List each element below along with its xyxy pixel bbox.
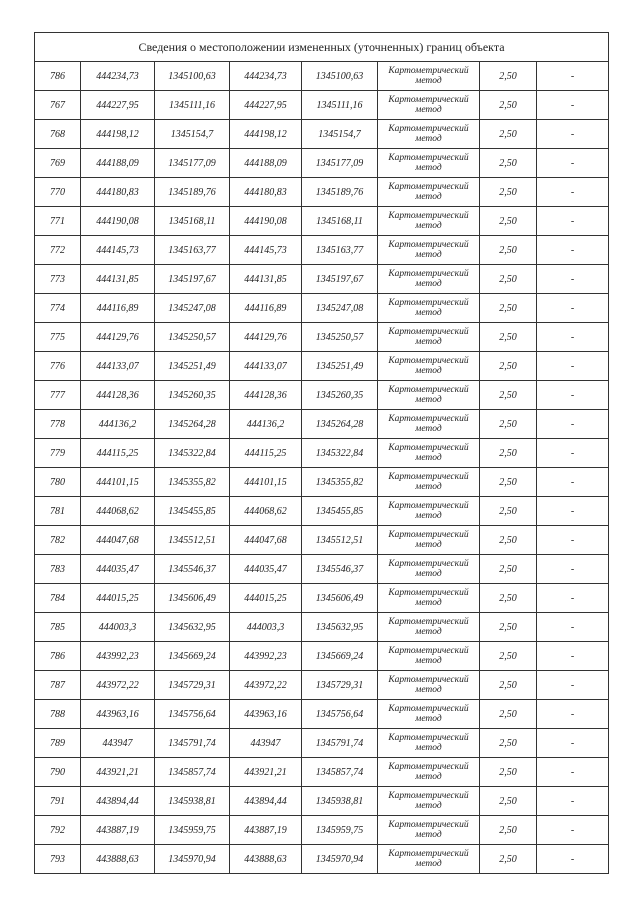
cell-method: Картометрический метод — [378, 62, 480, 91]
cell-y-new: 1345857,74 — [302, 758, 378, 787]
cell-x-new: 444116,89 — [230, 294, 302, 323]
cell-accuracy: 2,50 — [480, 468, 537, 497]
cell-description: - — [537, 439, 609, 468]
table-row — [35, 236, 609, 265]
cell-accuracy: 2,50 — [480, 729, 537, 758]
table-row — [35, 787, 609, 816]
cell-method: Картометрический метод — [378, 584, 480, 613]
cell-accuracy: 2,50 — [480, 787, 537, 816]
cell-y-new: 1345260,35 — [302, 381, 378, 410]
table-row — [35, 265, 609, 294]
cell-accuracy: 2,50 — [480, 758, 537, 787]
cell-accuracy: 2,50 — [480, 178, 537, 207]
cell-y-old: 1345168,11 — [155, 207, 230, 236]
table-row — [35, 497, 609, 526]
cell-y-new: 1345791,74 — [302, 729, 378, 758]
cell-description: - — [537, 613, 609, 642]
cell-y-old: 1345264,28 — [155, 410, 230, 439]
cell-y-old: 1345455,85 — [155, 497, 230, 526]
cell-description: - — [537, 758, 609, 787]
cell-method: Картометрический метод — [378, 816, 480, 845]
document-sheet — [34, 32, 608, 874]
table-row — [35, 526, 609, 555]
cell-x-new: 444015,25 — [230, 584, 302, 613]
cell-y-new: 1345970,94 — [302, 845, 378, 874]
cell-y-old: 1345791,74 — [155, 729, 230, 758]
cell-y-old: 1345189,76 — [155, 178, 230, 207]
cell-x-new: 443963,16 — [230, 700, 302, 729]
cell-accuracy: 2,50 — [480, 62, 537, 91]
cell-x-old: 443992,23 — [81, 642, 155, 671]
cell-point-number: 787 — [35, 671, 81, 700]
cell-y-new: 1345197,67 — [302, 265, 378, 294]
cell-description: - — [537, 178, 609, 207]
cell-method: Картометрический метод — [378, 555, 480, 584]
table-row — [35, 845, 609, 874]
cell-method: Картометрический метод — [378, 468, 480, 497]
cell-method: Картометрический метод — [378, 265, 480, 294]
cell-x-new: 444227,95 — [230, 91, 302, 120]
cell-point-number: 774 — [35, 294, 81, 323]
cell-y-new: 1345729,31 — [302, 671, 378, 700]
cell-y-old: 1345247,08 — [155, 294, 230, 323]
cell-x-new: 444190,08 — [230, 207, 302, 236]
cell-y-new: 1345189,76 — [302, 178, 378, 207]
table-row — [35, 700, 609, 729]
cell-accuracy: 2,50 — [480, 439, 537, 468]
cell-x-old: 443972,22 — [81, 671, 155, 700]
cell-method: Картометрический метод — [378, 323, 480, 352]
cell-x-new: 444136,2 — [230, 410, 302, 439]
cell-method: Картометрический метод — [378, 671, 480, 700]
cell-x-old: 444047,68 — [81, 526, 155, 555]
cell-point-number: 776 — [35, 352, 81, 381]
table-row — [35, 729, 609, 758]
cell-accuracy: 2,50 — [480, 526, 537, 555]
cell-point-number: 786 — [35, 642, 81, 671]
table-row — [35, 468, 609, 497]
cell-x-new: 444128,36 — [230, 381, 302, 410]
cell-x-old: 444145,73 — [81, 236, 155, 265]
cell-y-old: 1345250,57 — [155, 323, 230, 352]
boundary-table — [34, 32, 609, 874]
cell-accuracy: 2,50 — [480, 207, 537, 236]
cell-x-new: 444035,47 — [230, 555, 302, 584]
cell-description: - — [537, 381, 609, 410]
cell-x-old: 444190,08 — [81, 207, 155, 236]
cell-x-old: 444198,12 — [81, 120, 155, 149]
cell-x-old: 444133,07 — [81, 352, 155, 381]
cell-accuracy: 2,50 — [480, 816, 537, 845]
cell-point-number: 784 — [35, 584, 81, 613]
cell-x-old: 444234,73 — [81, 62, 155, 91]
cell-description: - — [537, 642, 609, 671]
cell-point-number: 773 — [35, 265, 81, 294]
cell-point-number: 772 — [35, 236, 81, 265]
cell-y-new: 1345669,24 — [302, 642, 378, 671]
cell-point-number: 771 — [35, 207, 81, 236]
cell-method: Картометрический метод — [378, 178, 480, 207]
table-row — [35, 120, 609, 149]
cell-x-old: 444115,25 — [81, 439, 155, 468]
cell-accuracy: 2,50 — [480, 381, 537, 410]
cell-description: - — [537, 671, 609, 700]
cell-x-new: 443947 — [230, 729, 302, 758]
cell-y-new: 1345756,64 — [302, 700, 378, 729]
cell-x-old: 443887,19 — [81, 816, 155, 845]
cell-point-number: 775 — [35, 323, 81, 352]
cell-description: - — [537, 555, 609, 584]
cell-point-number: 790 — [35, 758, 81, 787]
table-row — [35, 323, 609, 352]
cell-accuracy: 2,50 — [480, 323, 537, 352]
cell-description: - — [537, 700, 609, 729]
cell-point-number: 793 — [35, 845, 81, 874]
cell-accuracy: 2,50 — [480, 352, 537, 381]
cell-x-new: 444131,85 — [230, 265, 302, 294]
cell-accuracy: 2,50 — [480, 410, 537, 439]
cell-accuracy: 2,50 — [480, 613, 537, 642]
cell-method: Картометрический метод — [378, 352, 480, 381]
cell-y-old: 1345857,74 — [155, 758, 230, 787]
cell-accuracy: 2,50 — [480, 584, 537, 613]
cell-point-number: 782 — [35, 526, 81, 555]
cell-y-new: 1345168,11 — [302, 207, 378, 236]
table-row — [35, 294, 609, 323]
cell-x-new: 443887,19 — [230, 816, 302, 845]
cell-method: Картометрический метод — [378, 120, 480, 149]
cell-description: - — [537, 787, 609, 816]
cell-description: - — [537, 265, 609, 294]
cell-x-new: 444180,83 — [230, 178, 302, 207]
cell-accuracy: 2,50 — [480, 642, 537, 671]
cell-accuracy: 2,50 — [480, 845, 537, 874]
table-row — [35, 758, 609, 787]
cell-x-new: 444234,73 — [230, 62, 302, 91]
cell-y-new: 1345154,7 — [302, 120, 378, 149]
cell-description: - — [537, 323, 609, 352]
cell-y-new: 1345322,84 — [302, 439, 378, 468]
cell-x-new: 443972,22 — [230, 671, 302, 700]
cell-method: Картометрический метод — [378, 149, 480, 178]
cell-method: Картометрический метод — [378, 497, 480, 526]
cell-accuracy: 2,50 — [480, 700, 537, 729]
cell-point-number: 779 — [35, 439, 81, 468]
cell-point-number: 780 — [35, 468, 81, 497]
cell-description: - — [537, 845, 609, 874]
cell-y-new: 1345512,51 — [302, 526, 378, 555]
cell-x-old: 444003,3 — [81, 613, 155, 642]
cell-point-number: 781 — [35, 497, 81, 526]
cell-y-new: 1345455,85 — [302, 497, 378, 526]
cell-x-old: 444101,15 — [81, 468, 155, 497]
cell-y-old: 1345163,77 — [155, 236, 230, 265]
cell-x-new: 444129,76 — [230, 323, 302, 352]
table-row — [35, 584, 609, 613]
table-row — [35, 352, 609, 381]
cell-method: Картометрический метод — [378, 758, 480, 787]
cell-accuracy: 2,50 — [480, 294, 537, 323]
cell-x-old: 444128,36 — [81, 381, 155, 410]
cell-method: Картометрический метод — [378, 294, 480, 323]
table-row — [35, 149, 609, 178]
cell-x-old: 444131,85 — [81, 265, 155, 294]
cell-x-old: 444129,76 — [81, 323, 155, 352]
cell-point-number: 791 — [35, 787, 81, 816]
cell-point-number: 769 — [35, 149, 81, 178]
table-row — [35, 91, 609, 120]
cell-x-new: 443894,44 — [230, 787, 302, 816]
cell-y-old: 1345938,81 — [155, 787, 230, 816]
cell-y-new: 1345632,95 — [302, 613, 378, 642]
cell-y-new: 1345251,49 — [302, 352, 378, 381]
cell-method: Картометрический метод — [378, 410, 480, 439]
cell-description: - — [537, 236, 609, 265]
cell-description: - — [537, 91, 609, 120]
cell-point-number: 770 — [35, 178, 81, 207]
cell-accuracy: 2,50 — [480, 91, 537, 120]
cell-x-old: 443947 — [81, 729, 155, 758]
cell-description: - — [537, 468, 609, 497]
cell-description: - — [537, 729, 609, 758]
cell-y-old: 1345322,84 — [155, 439, 230, 468]
cell-y-new: 1345250,57 — [302, 323, 378, 352]
cell-description: - — [537, 149, 609, 178]
cell-method: Картометрический метод — [378, 91, 480, 120]
cell-y-new: 1345247,08 — [302, 294, 378, 323]
cell-description: - — [537, 584, 609, 613]
cell-y-old: 1345100,63 — [155, 62, 230, 91]
cell-x-old: 444227,95 — [81, 91, 155, 120]
cell-y-old: 1345512,51 — [155, 526, 230, 555]
cell-description: - — [537, 207, 609, 236]
cell-y-new: 1345163,77 — [302, 236, 378, 265]
cell-x-new: 444115,25 — [230, 439, 302, 468]
cell-point-number: 788 — [35, 700, 81, 729]
cell-method: Картометрический метод — [378, 381, 480, 410]
cell-y-old: 1345251,49 — [155, 352, 230, 381]
cell-point-number: 783 — [35, 555, 81, 584]
cell-accuracy: 2,50 — [480, 555, 537, 584]
cell-y-old: 1345260,35 — [155, 381, 230, 410]
cell-x-old: 444015,25 — [81, 584, 155, 613]
cell-description: - — [537, 120, 609, 149]
cell-x-new: 444047,68 — [230, 526, 302, 555]
cell-x-new: 443921,21 — [230, 758, 302, 787]
cell-y-new: 1345177,09 — [302, 149, 378, 178]
cell-y-new: 1345546,37 — [302, 555, 378, 584]
cell-point-number: 768 — [35, 120, 81, 149]
table-row — [35, 381, 609, 410]
cell-accuracy: 2,50 — [480, 236, 537, 265]
cell-accuracy: 2,50 — [480, 497, 537, 526]
cell-y-old: 1345669,24 — [155, 642, 230, 671]
cell-x-old: 444068,62 — [81, 497, 155, 526]
cell-y-old: 1345177,09 — [155, 149, 230, 178]
cell-y-old: 1345632,95 — [155, 613, 230, 642]
cell-x-new: 444133,07 — [230, 352, 302, 381]
table-row — [35, 439, 609, 468]
table-title: Сведения о местоположении измененных (уточненных) границ объекта — [35, 33, 609, 62]
table-header-row — [35, 33, 609, 62]
cell-point-number: 786 — [35, 62, 81, 91]
table-row — [35, 62, 609, 91]
cell-y-new: 1345606,49 — [302, 584, 378, 613]
cell-point-number: 778 — [35, 410, 81, 439]
cell-x-old: 444035,47 — [81, 555, 155, 584]
cell-y-old: 1345729,31 — [155, 671, 230, 700]
table-row — [35, 207, 609, 236]
cell-accuracy: 2,50 — [480, 149, 537, 178]
cell-x-new: 444188,09 — [230, 149, 302, 178]
table-row — [35, 613, 609, 642]
cell-description: - — [537, 352, 609, 381]
cell-x-old: 443894,44 — [81, 787, 155, 816]
cell-y-old: 1345197,67 — [155, 265, 230, 294]
cell-x-old: 443921,21 — [81, 758, 155, 787]
cell-method: Картометрический метод — [378, 787, 480, 816]
cell-y-old: 1345606,49 — [155, 584, 230, 613]
cell-y-old: 1345154,7 — [155, 120, 230, 149]
cell-method: Картометрический метод — [378, 642, 480, 671]
cell-point-number: 792 — [35, 816, 81, 845]
cell-x-old: 444180,83 — [81, 178, 155, 207]
cell-accuracy: 2,50 — [480, 120, 537, 149]
cell-description: - — [537, 410, 609, 439]
cell-x-old: 444116,89 — [81, 294, 155, 323]
cell-y-new: 1345264,28 — [302, 410, 378, 439]
cell-x-new: 444003,3 — [230, 613, 302, 642]
table-row — [35, 178, 609, 207]
cell-x-new: 444101,15 — [230, 468, 302, 497]
cell-x-new: 444198,12 — [230, 120, 302, 149]
cell-method: Картометрический метод — [378, 236, 480, 265]
cell-method: Картометрический метод — [378, 207, 480, 236]
table-row — [35, 816, 609, 845]
cell-accuracy: 2,50 — [480, 265, 537, 294]
cell-point-number: 785 — [35, 613, 81, 642]
cell-y-old: 1345959,75 — [155, 816, 230, 845]
cell-x-old: 444136,2 — [81, 410, 155, 439]
cell-y-new: 1345100,63 — [302, 62, 378, 91]
cell-x-new: 443888,63 — [230, 845, 302, 874]
table-row — [35, 671, 609, 700]
cell-x-new: 443992,23 — [230, 642, 302, 671]
cell-point-number: 777 — [35, 381, 81, 410]
cell-method: Картометрический метод — [378, 526, 480, 555]
cell-x-new: 444145,73 — [230, 236, 302, 265]
cell-description: - — [537, 526, 609, 555]
cell-x-old: 444188,09 — [81, 149, 155, 178]
cell-description: - — [537, 62, 609, 91]
cell-y-new: 1345355,82 — [302, 468, 378, 497]
cell-y-old: 1345546,37 — [155, 555, 230, 584]
cell-method: Картометрический метод — [378, 700, 480, 729]
cell-y-new: 1345938,81 — [302, 787, 378, 816]
cell-accuracy: 2,50 — [480, 671, 537, 700]
cell-method: Картометрический метод — [378, 613, 480, 642]
cell-method: Картометрический метод — [378, 439, 480, 468]
cell-x-old: 443963,16 — [81, 700, 155, 729]
table-row — [35, 555, 609, 584]
cell-y-old: 1345355,82 — [155, 468, 230, 497]
cell-point-number: 767 — [35, 91, 81, 120]
cell-x-old: 443888,63 — [81, 845, 155, 874]
cell-y-old: 1345756,64 — [155, 700, 230, 729]
cell-method: Картометрический метод — [378, 845, 480, 874]
table-row — [35, 410, 609, 439]
cell-y-old: 1345970,94 — [155, 845, 230, 874]
cell-point-number: 789 — [35, 729, 81, 758]
cell-method: Картометрический метод — [378, 729, 480, 758]
cell-x-new: 444068,62 — [230, 497, 302, 526]
cell-description: - — [537, 497, 609, 526]
table-row — [35, 642, 609, 671]
cell-y-new: 1345111,16 — [302, 91, 378, 120]
cell-y-new: 1345959,75 — [302, 816, 378, 845]
cell-y-old: 1345111,16 — [155, 91, 230, 120]
cell-description: - — [537, 816, 609, 845]
cell-description: - — [537, 294, 609, 323]
